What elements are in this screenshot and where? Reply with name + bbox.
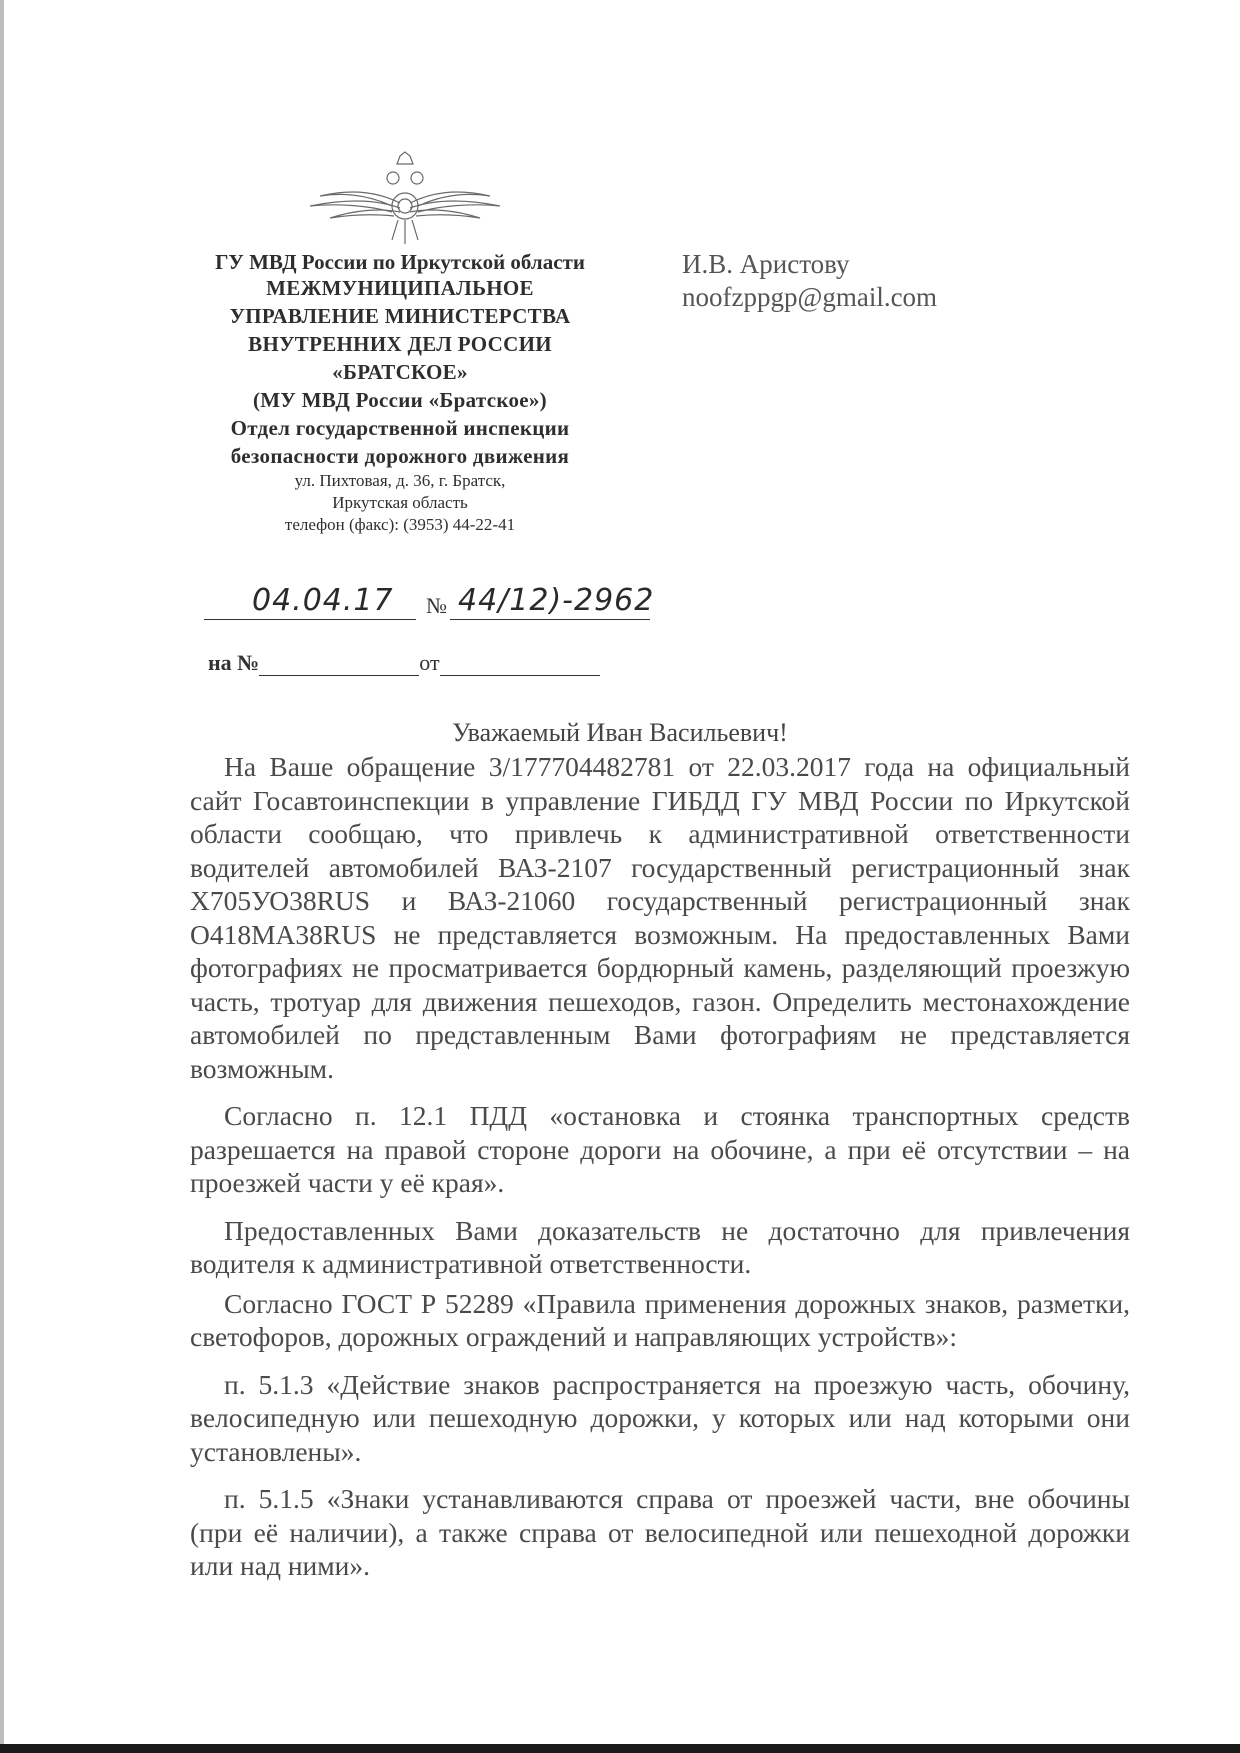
registration-number: 44/12)-2962: [458, 583, 655, 618]
sender-address-1: ул. Пихтовая, д. 36, г. Братск,: [294, 471, 506, 490]
scan-edge-left: [0, 0, 4, 1753]
sender-line-1: МЕЖМУНИЦИПАЛЬНОЕ: [266, 276, 534, 300]
registration-date: 04.04.17: [252, 583, 394, 618]
sender-line-2: УПРАВЛЕНИЕ МИНИСТЕРСТВА: [229, 304, 571, 328]
addressee-name: И.В. Аристову: [682, 249, 850, 279]
sender-department-1: Отдел государственной инспекции: [230, 416, 570, 440]
reference-date-blank: [440, 653, 600, 676]
paragraph-gost: Согласно ГОСТ Р 52289 «Правила применения дорожных знаков, разметки, светофоров, дорожных ограждений и направляющих устройств»:: [190, 1287, 1130, 1352]
sender-line-ministry: ГУ МВД России по Иркутской области: [215, 250, 585, 274]
registration-date-field: [204, 585, 416, 620]
sender-line-4: «БРАТСКОЕ»: [332, 360, 468, 384]
registration-line: [204, 585, 654, 625]
paragraph-item-5-1-5: п. 5.1.5 «Знаки устанавливаются справа от проезжей части, вне обочины (при её наличии), а также справа от велосипедной или пешеходной дорожки или над ними».: [190, 1483, 1130, 1581]
reference-number-blank: [259, 653, 419, 676]
letter-body: [190, 750, 1130, 1583]
reference-label: на №: [208, 650, 260, 675]
reference-line: [208, 650, 600, 676]
salutation: Уважаемый Иван Васильевич!: [452, 718, 788, 747]
sender-line-3: ВНУТРЕННИХ ДЕЛ РОССИИ: [248, 332, 552, 356]
sender-address-2: Иркутская область: [332, 493, 468, 512]
addressee-email: noofzppgp@gmail.com: [682, 282, 938, 312]
paragraph-rule-12-1: Согласно п. 12.1 ПДД «остановка и стоянка транспортных средств разрешается на правой стороне дороги на обочине, а при её отсутствии – на проезжей части у её края».: [190, 1100, 1130, 1198]
sender-header: [170, 250, 630, 536]
sender-line-short: (МУ МВД России «Братское»): [253, 388, 547, 412]
sender-department-2: безопасности дорожного движения: [230, 444, 570, 468]
paragraph-evidence: Предоставленных Вами доказательств не достаточно для привлечения водителя к административной ответственности.: [190, 1214, 1130, 1279]
reference-from-label: от: [419, 650, 440, 675]
sender-phone: телефон (факс): (3953) 44-22-41: [284, 515, 516, 534]
registration-number-field: [450, 583, 655, 620]
number-sign: №: [426, 593, 447, 618]
paragraph-response: На Ваше обращение 3/177704482781 от 22.03.2017 года на официальный сайт Госавтоинспекции в управление ГИБДД ГУ МВД России по Иркутской области сообщаю, что привлечь к административной ответственности водителей автомобилей ВАЗ-2107 государственный регистрационный знак Х705УО38RUS и ВАЗ-21060 государственный регистрационный знак О418МА38RUS не представляется возможным. На предоставленных Вами фотографиях не просматривается бордюрный камень, разделяющий проезжую часть, тротуар для движения пешеходов, газон. Определить местонахождение автомобилей по представленным Вами фотографиям не представляется возможным.: [190, 751, 1130, 1084]
double-headed-eagle-emblem-icon: [300, 148, 510, 248]
scan-edge-bottom: [0, 1744, 1240, 1753]
paragraph-item-5-1-3: п. 5.1.3 «Действие знаков распространяется на проезжую часть, обочину, велосипедную или пешеходную дорожки, у которых или над которыми они установлены».: [190, 1368, 1130, 1467]
addressee: [682, 248, 937, 314]
